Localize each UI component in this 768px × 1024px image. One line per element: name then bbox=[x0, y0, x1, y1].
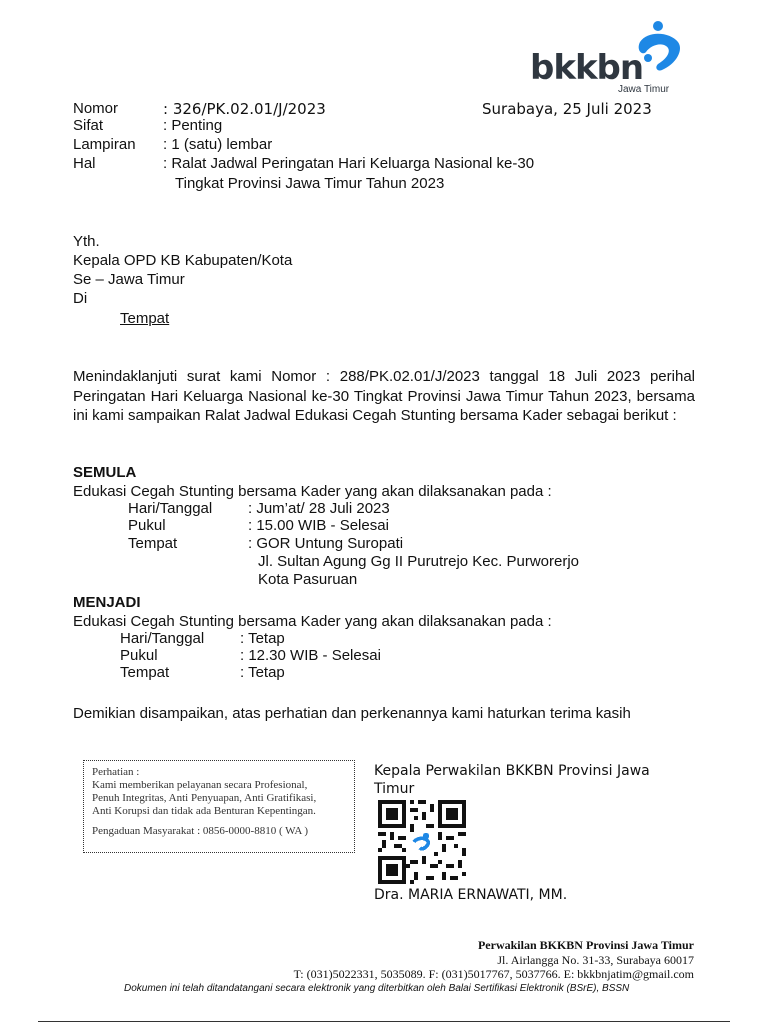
menjadi-value-place: : Tetap bbox=[240, 664, 285, 681]
menjadi-lead: Edukasi Cegah Stunting bersama Kader yang akan dilaksanakan pada : bbox=[73, 613, 552, 630]
electronic-signature-disclaimer: Dokumen ini telah ditandatangani secara elektronik yang diterbitkan oleh Balai Sertifikasi Elektronik (BSrE), BSSN bbox=[124, 983, 630, 994]
logo-subtitle: Jawa Timur bbox=[618, 84, 670, 95]
signature-qr-code bbox=[378, 800, 466, 884]
recipient-line: Se – Jawa Timur bbox=[73, 271, 185, 288]
footer-contact: T: (031)5022331, 5035089. F: (031)5017767, 5037766. E: bkkbnjatim@gmail.com bbox=[293, 967, 694, 981]
bkkbn-logo bbox=[528, 20, 688, 100]
closing-sentence: Demikian disampaikan, atas perhatian dan perkenannya kami haturkan terima kasih bbox=[73, 705, 631, 722]
header-value-sifat: : Penting bbox=[163, 117, 223, 134]
header-value-lampiran: : 1 (satu) lembar bbox=[163, 136, 273, 153]
header-label-sifat: Sifat bbox=[73, 117, 104, 134]
recipient-line: Kepala OPD KB Kabupaten/Kota bbox=[73, 252, 293, 269]
footer-address: Jl. Airlangga No. 31-33, Surabaya 60017 bbox=[497, 953, 694, 967]
semula-address-line: Jl. Sultan Agung Gg II Purutrejo Kec. Purworerjo bbox=[258, 553, 579, 570]
recipient-place: Tempat bbox=[120, 310, 170, 327]
menjadi-value-date: : Tetap bbox=[240, 630, 285, 647]
integrity-notice-box bbox=[83, 760, 355, 853]
header-value-nomor: : 326/PK.02.01/J/2023 bbox=[163, 100, 326, 118]
notice-line: Anti Korupsi dan tidak ada Benturan Kepentingan. bbox=[92, 805, 316, 817]
header-label-hal: Hal bbox=[73, 155, 96, 172]
intro-paragraph: Menindaklanjuti surat kami Nomor : 288/PK.02.01/J/2023 tanggal 18 Juli 2023 perihal Peringatan Hari Keluarga Nasional ke-30 Tingkat Provinsi Jawa Timur Tahun 2023, bersama ini kami sampaikan Ralat Jadwal Edukasi Cegah Stunting bersama Kader sebagai berikut : bbox=[73, 368, 695, 424]
notice-line: Kami memberikan pelayanan secara Profesional, bbox=[92, 779, 308, 791]
semula-lead: Edukasi Cegah Stunting bersama Kader yang akan dilaksanakan pada : bbox=[73, 483, 552, 500]
semula-label-date: Hari/Tanggal bbox=[128, 500, 213, 517]
semula-label-time: Pukul bbox=[128, 517, 166, 534]
menjadi-label-date: Hari/Tanggal bbox=[120, 630, 205, 647]
letter-date: Surabaya, 25 Juli 2023 bbox=[482, 100, 652, 118]
menjadi-heading: MENJADI bbox=[73, 594, 141, 611]
header-label-nomor: Nomor bbox=[73, 100, 119, 117]
menjadi-value-time: : 12.30 WIB - Selesai bbox=[240, 647, 381, 664]
menjadi-label-place: Tempat bbox=[120, 664, 170, 681]
recipient-line: Yth. bbox=[73, 233, 100, 250]
footer-organization: Perwakilan BKKBN Provinsi Jawa Timur bbox=[477, 938, 694, 952]
signatory-title: Kepala Perwakilan BKKBN Provinsi Jawa Timur bbox=[374, 763, 650, 797]
bottom-rule bbox=[38, 1021, 730, 1022]
header-label-lampiran: Lampiran bbox=[73, 136, 136, 153]
notice-line: Penuh Integritas, Anti Penyuapan, Anti Gratifikasi, bbox=[92, 792, 317, 804]
semula-value-date: : Jum’at/ 28 Juli 2023 bbox=[248, 500, 390, 517]
semula-label-place: Tempat bbox=[128, 535, 178, 552]
header-value-hal-continued: Tingkat Provinsi Jawa Timur Tahun 2023 bbox=[175, 175, 445, 192]
semula-address-line: Kota Pasuruan bbox=[258, 571, 358, 588]
notice-line: Perhatian : bbox=[92, 766, 140, 778]
notice-complaint: Pengaduan Masyarakat : 0856-0000-8810 ( WA ) bbox=[92, 825, 309, 837]
recipient-line: Di bbox=[73, 290, 88, 307]
menjadi-label-time: Pukul bbox=[120, 647, 158, 664]
semula-value-place: : GOR Untung Suropati bbox=[248, 535, 404, 552]
header-value-hal: : Ralat Jadwal Peringatan Hari Keluarga Nasional ke-30 bbox=[163, 155, 535, 172]
semula-value-time: : 15.00 WIB - Selesai bbox=[248, 517, 389, 534]
signatory-name: Dra. MARIA ERNAWATI, MM. bbox=[374, 887, 568, 903]
semula-heading: SEMULA bbox=[73, 464, 137, 481]
logo-wordmark: bkkbn bbox=[530, 48, 644, 88]
